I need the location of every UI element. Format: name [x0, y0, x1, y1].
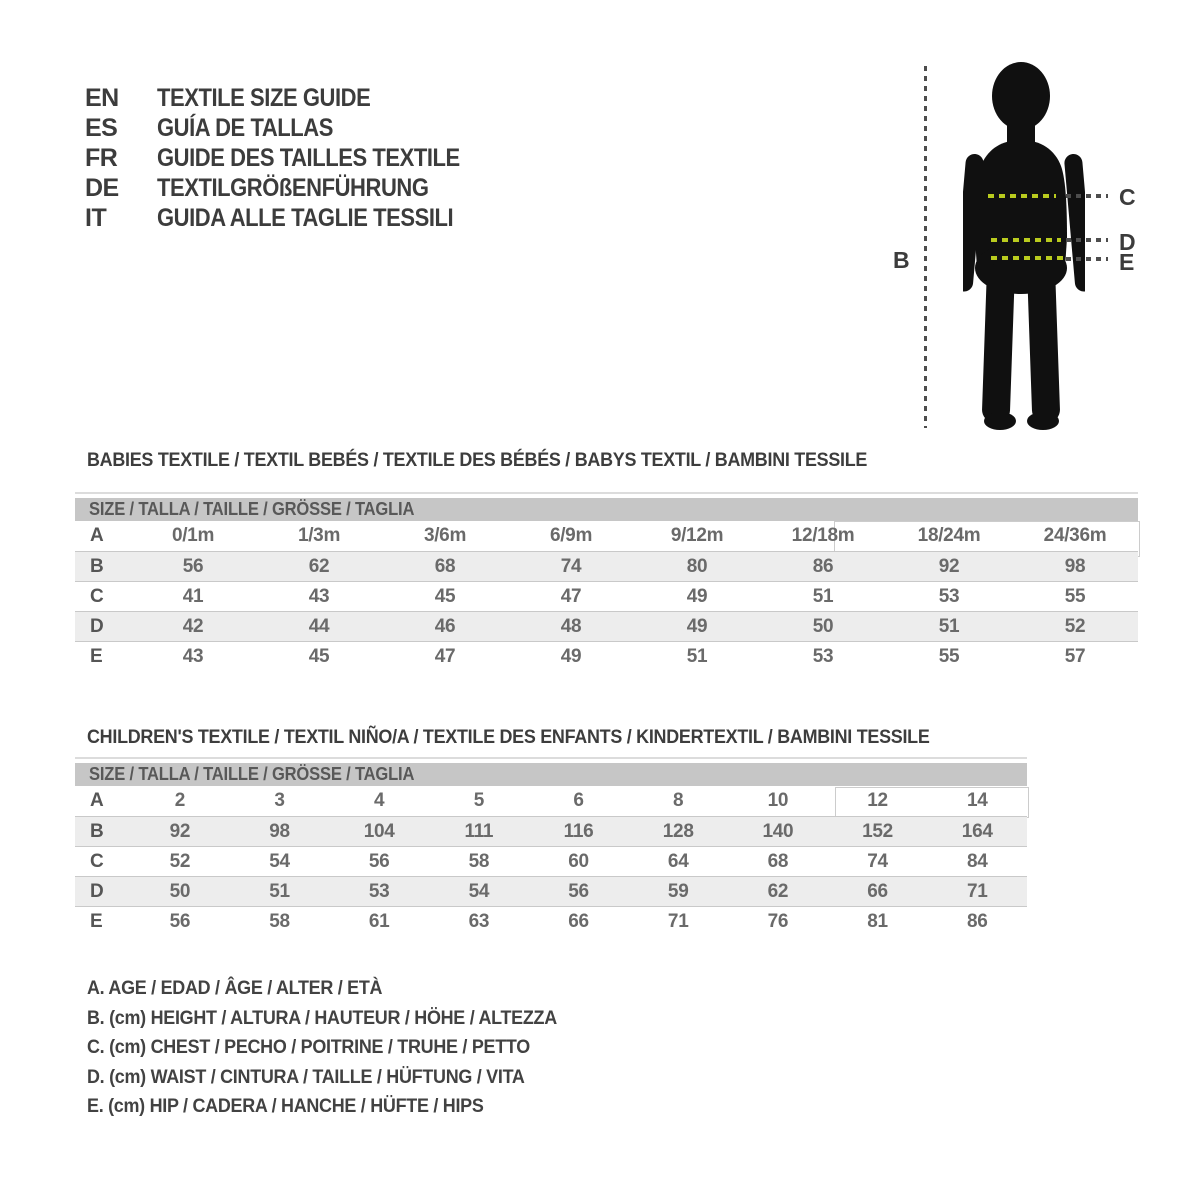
size-cell: 92	[169, 820, 191, 842]
height-label: B	[893, 247, 910, 273]
size-cell: 81	[867, 910, 888, 932]
table-header: SIZE / TALLA / TAILLE / GRÖSSE / TAGLIA	[75, 763, 1027, 786]
size-cell: 58	[468, 850, 490, 872]
row-label: E	[90, 910, 103, 932]
size-cell: 53	[368, 880, 390, 902]
language-row	[85, 173, 501, 203]
size-cell: 53	[812, 645, 834, 667]
row-label: B	[90, 555, 104, 577]
size-cell: 48	[560, 615, 582, 637]
chest-label: C	[1119, 184, 1136, 210]
babies-size-table	[75, 492, 1138, 671]
size-cell: 55	[938, 645, 960, 667]
language-row	[85, 143, 501, 173]
child-silhouette	[963, 58, 1085, 432]
size-cell: 74	[560, 555, 582, 577]
size-cell: 59	[667, 880, 689, 902]
size-cell: 43	[182, 645, 204, 667]
size-cell: 6	[573, 790, 584, 811]
size-cell: 10	[767, 790, 789, 811]
size-cell: 140	[762, 820, 794, 842]
row-label: C	[90, 585, 104, 607]
size-cell: 52	[169, 850, 191, 872]
size-cell: 56	[568, 880, 589, 902]
size-cell: 104	[363, 820, 395, 842]
table-top-rule	[75, 492, 1138, 494]
language-code: IT	[85, 203, 107, 232]
size-cell: 60	[568, 850, 589, 872]
size-cell: 49	[560, 645, 582, 667]
size-cell: 50	[169, 880, 191, 902]
size-cell: 24/36m	[1043, 525, 1107, 546]
row-label: A	[90, 525, 104, 546]
table-header: SIZE / TALLA / TAILLE / GRÖSSE / TAGLIA	[75, 498, 1138, 521]
size-cell: 86	[812, 555, 834, 577]
size-cell: 61	[368, 910, 390, 932]
size-cell: 43	[308, 585, 330, 607]
size-cell: 84	[966, 850, 988, 872]
language-code: FR	[85, 143, 118, 172]
size-cell: 54	[468, 880, 490, 902]
language-code: EN	[85, 83, 119, 112]
size-cell: 49	[686, 585, 708, 607]
size-cell: 71	[966, 880, 988, 902]
language-title: GUÍA DE TALLAS	[157, 113, 333, 142]
size-cell: 57	[1064, 645, 1086, 667]
size-cell: 86	[966, 910, 988, 932]
row-label: C	[90, 850, 104, 872]
table-row-D	[75, 876, 1027, 906]
row-label: D	[90, 615, 104, 637]
size-cell: 55	[1064, 585, 1086, 607]
size-cell: 111	[464, 820, 494, 842]
size-cell: 116	[563, 820, 594, 842]
size-cell: 76	[767, 910, 789, 932]
waist-measure-line	[991, 238, 1061, 242]
size-cell: 74	[867, 850, 888, 872]
height-measure-line	[924, 66, 927, 428]
size-cell: 18/24m	[917, 525, 981, 546]
language-code: DE	[85, 173, 119, 202]
size-cell: 51	[938, 615, 960, 637]
size-cell: 98	[269, 820, 290, 842]
children-section-heading: CHILDREN'S TEXTILE / TEXTIL NIÑO/A / TEXTILE DES ENFANTS / KINDERTEXTIL / BAMBINI TESSILE	[87, 726, 930, 748]
size-cell: 41	[182, 585, 204, 607]
hip-measure-line	[991, 256, 1063, 260]
size-cell: 50	[812, 615, 834, 637]
size-cell: 47	[434, 645, 456, 667]
language-row	[85, 83, 501, 113]
table-row-A	[75, 521, 1138, 551]
size-cell: 9/12m	[670, 525, 724, 546]
row-label: B	[90, 820, 104, 842]
table-row-E	[75, 641, 1138, 671]
size-cell: 1/3m	[297, 525, 341, 546]
legend-line: A. AGE / EDAD / ÂGE / ALTER / ETÀ	[87, 977, 383, 1000]
chest-measure-line-extension	[1066, 194, 1108, 198]
size-cell: 52	[1064, 615, 1086, 637]
size-cell: 4	[374, 790, 385, 811]
table-row-B	[75, 816, 1027, 846]
legend-line: E. (cm) HIP / CADERA / HANCHE / HÜFTE / HIPS	[87, 1095, 484, 1118]
hip-label: E	[1119, 249, 1135, 275]
size-cell: 0/1m	[171, 525, 215, 546]
measurement-legend	[87, 974, 598, 1122]
waist-measure-line-extension	[1066, 238, 1108, 242]
size-cell: 45	[434, 585, 456, 607]
size-cell: 3	[274, 790, 285, 811]
language-list	[85, 83, 501, 233]
row-label: D	[90, 880, 104, 902]
size-cell: 51	[269, 880, 290, 902]
table-top-rule	[75, 757, 1027, 759]
size-cell: 62	[767, 880, 789, 902]
size-cell: 66	[867, 880, 888, 902]
size-cell: 42	[182, 615, 204, 637]
size-cell: 164	[961, 820, 993, 842]
size-cell: 47	[560, 585, 582, 607]
language-title: GUIDE DES TAILLES TEXTILE	[157, 143, 460, 172]
size-cell: 68	[767, 850, 789, 872]
size-cell: 152	[862, 820, 893, 842]
size-cell: 64	[667, 850, 689, 872]
size-cell: 53	[938, 585, 960, 607]
row-label: A	[90, 790, 104, 811]
size-cell: 92	[938, 555, 960, 577]
size-cell: 6/9m	[549, 525, 593, 546]
size-cell: 3/6m	[423, 525, 467, 546]
size-cell: 71	[667, 910, 689, 932]
language-title: TEXTILE SIZE GUIDE	[157, 83, 371, 112]
table-row-B	[75, 551, 1138, 581]
table-row-D	[75, 611, 1138, 641]
size-cell: 58	[269, 910, 290, 932]
size-cell: 128	[662, 820, 694, 842]
legend-line: B. (cm) HEIGHT / ALTURA / HAUTEUR / HÖHE / ALTEZZA	[87, 1006, 557, 1029]
size-cell: 68	[434, 555, 456, 577]
table-row-C	[75, 581, 1138, 611]
language-title: TEXTILGRÖßENFÜHRUNG	[157, 173, 429, 202]
size-cell: 56	[182, 555, 204, 577]
size-cell: 12/18m	[791, 525, 855, 546]
size-cell: 51	[812, 585, 834, 607]
table-row-C	[75, 846, 1027, 876]
size-cell: 12	[867, 790, 888, 811]
babies-section-heading: BABIES TEXTILE / TEXTIL BEBÉS / TEXTILE DES BÉBÉS / BABYS TEXTIL / BAMBINI TESSILE	[87, 449, 868, 471]
legend-line: D. (cm) WAIST / CINTURA / TAILLE / HÜFTUNG / VITA	[87, 1065, 525, 1088]
legend-line: C. (cm) CHEST / PECHO / POITRINE / TRUHE / PETTO	[87, 1036, 530, 1059]
waist-label: D	[1119, 229, 1136, 255]
size-cell: 8	[673, 790, 684, 811]
table-row-A	[75, 786, 1027, 816]
size-cell: 5	[473, 790, 484, 811]
size-cell: 63	[468, 910, 490, 932]
size-cell: 2	[174, 790, 185, 811]
row-label: E	[90, 645, 103, 667]
size-cell: 56	[368, 850, 390, 872]
size-cell: 62	[308, 555, 330, 577]
size-cell: 46	[434, 615, 456, 637]
hip-measure-line-extension	[1066, 257, 1108, 261]
size-cell: 98	[1064, 555, 1086, 577]
size-cell: 66	[568, 910, 589, 932]
size-cell: 44	[308, 615, 330, 637]
size-cell: 80	[686, 555, 708, 577]
chest-measure-line	[988, 194, 1056, 198]
size-cell: 56	[169, 910, 191, 932]
children-size-table	[75, 757, 1027, 936]
size-cell: 54	[269, 850, 290, 872]
language-row	[85, 113, 501, 143]
size-cell: 51	[686, 645, 708, 667]
language-code: ES	[85, 113, 118, 142]
table-row-E	[75, 906, 1027, 936]
language-row	[85, 203, 501, 233]
size-cell: 14	[966, 790, 988, 811]
size-cell: 49	[686, 615, 708, 637]
language-title: GUIDA ALLE TAGLIE TESSILI	[157, 203, 454, 232]
size-cell: 45	[308, 645, 330, 667]
